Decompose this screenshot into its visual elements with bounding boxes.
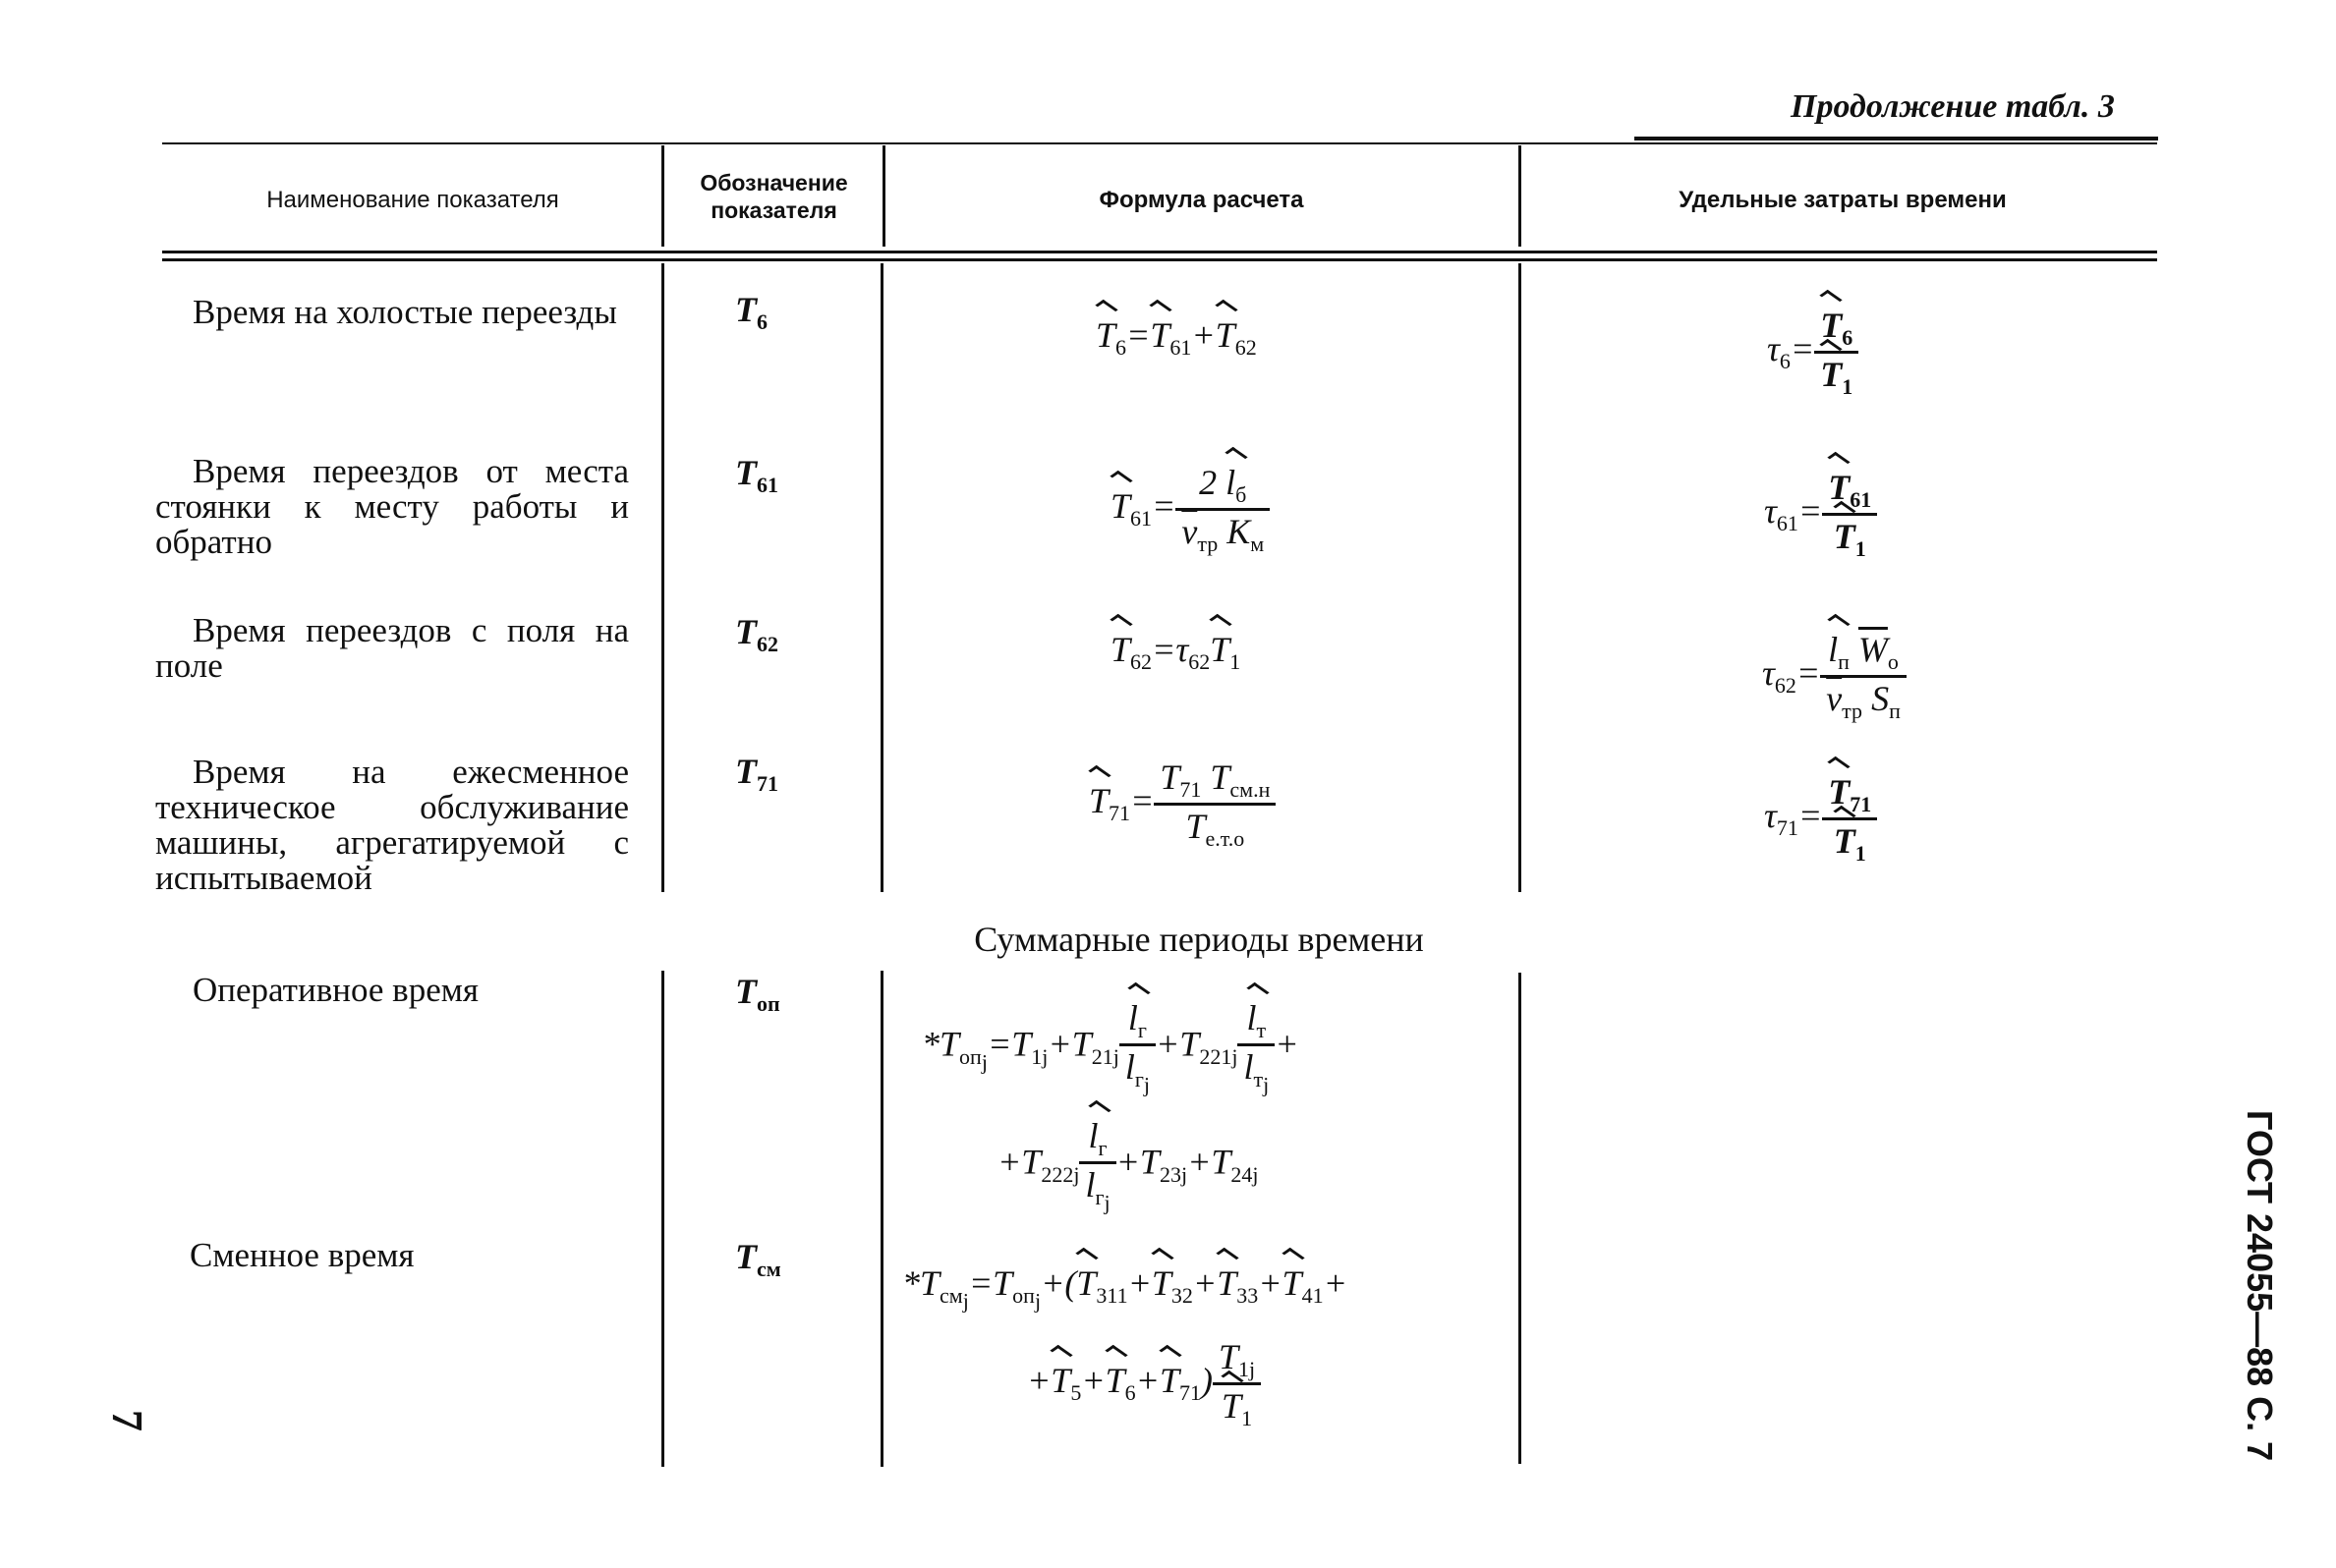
row-formula: $T_{61}=$ $\frac{2 l_б}{\overline{v}_{тр} K_м}$ xyxy=(1111,462,1270,557)
lower-sep-3 xyxy=(1518,973,1521,1464)
lower-sep-2 xyxy=(881,971,883,1467)
header-bottom-border-1 xyxy=(162,251,2157,253)
row-symbol: $T_6$ xyxy=(735,290,768,335)
hdr-sep-1 xyxy=(661,145,664,247)
summary-symbol: $T_{оп}$ xyxy=(735,972,780,1017)
row-symbol: $T_{61}$ xyxy=(735,453,778,498)
body-sep-2 xyxy=(881,263,883,892)
summary-formula-line2: $+T_{222j}$ $\frac{l_г}{l_{г_j}}$ $+T_{23j}+T_{24j}$ xyxy=(997,1116,1259,1215)
summary-symbol: $T_{см}$ xyxy=(735,1237,781,1282)
row-formula: $T_{62}=\tau_{62}T_1$ xyxy=(1111,630,1241,675)
header-symbol: Обозначение показателя xyxy=(700,170,848,223)
side-gost-label: ГОСТ 24055—88 С. 7 xyxy=(2240,1110,2280,1462)
row-specific: $\tau_{71}=$ $\frac{T_{71}}{T_1}$ xyxy=(1764,771,1877,867)
hdr-sep-2 xyxy=(883,145,885,247)
header-bottom-border-2 xyxy=(162,258,2157,261)
lower-sep-1 xyxy=(661,971,664,1467)
summary-name: Сменное время xyxy=(190,1236,415,1274)
header-specific: Удельные затраты времени xyxy=(1679,187,2007,213)
row-name: Время на ежесменное техническое обслуживание машины, агрегатируемой с испытываемой xyxy=(155,753,629,897)
row-specific: $\tau_{62}=$ $\frac{l_п \overline{W}_о}{\overline{v}_{тр} S_п}$ xyxy=(1762,629,1907,724)
body-sep-1 xyxy=(661,263,664,892)
page-number: 7 xyxy=(103,1410,151,1431)
summary-formula-line1: $*T_{оп_j}=T_{1j}+T_{21j}$ $\frac{l_г}{l_{г_j}}$ $+T_{221j}$ $\frac{l_т}{l_{т_j}}$ + xyxy=(922,998,1299,1097)
row-symbol: $T_{71}$ xyxy=(735,752,778,797)
row-name: Время переездов от места стоянки к месту работы и обратно xyxy=(155,452,629,561)
row-specific: $\tau_6=$ $\frac{T_6}{T_1}$ xyxy=(1767,305,1858,400)
row-specific: $\tau_{61}=$ $\frac{T_{61}}{T_1}$ xyxy=(1764,467,1877,562)
header-formula: Формула расчета xyxy=(1099,187,1304,213)
hdr-sep-3 xyxy=(1518,145,1521,247)
continuation-underline xyxy=(1634,137,2158,140)
row-name: Время на холостые переезды xyxy=(193,293,617,331)
row-formula: $T_{71}=$ $\frac{T_{71} T_{см.н}}{T_{е.т.о}}$ xyxy=(1089,756,1276,852)
section-title: Суммарные периоды времени xyxy=(974,920,1424,959)
continuation-label: Продолжение табл. 3 xyxy=(1791,88,2115,125)
body-sep-3 xyxy=(1518,263,1521,892)
summary-formula-line2: $+T_5+T_6+T_{71}$) $\frac{T_{1j}}{T_1}$ xyxy=(1027,1336,1261,1431)
table-top-border xyxy=(162,142,2157,144)
summary-name: Оперативное время xyxy=(193,971,479,1009)
header-name: Наименование показателя xyxy=(266,187,559,213)
row-symbol: $T_{62}$ xyxy=(735,612,778,657)
row-name: Время переездов с поля на поле xyxy=(155,611,629,685)
row-formula: $T_6=T_{61}+T_{62}$ xyxy=(1096,315,1257,361)
summary-formula-line1: $*T_{см_j}=T_{оп_j}+(T_{311}+T_{32}+T_{33}+T_{41}+$ xyxy=(902,1263,1347,1314)
